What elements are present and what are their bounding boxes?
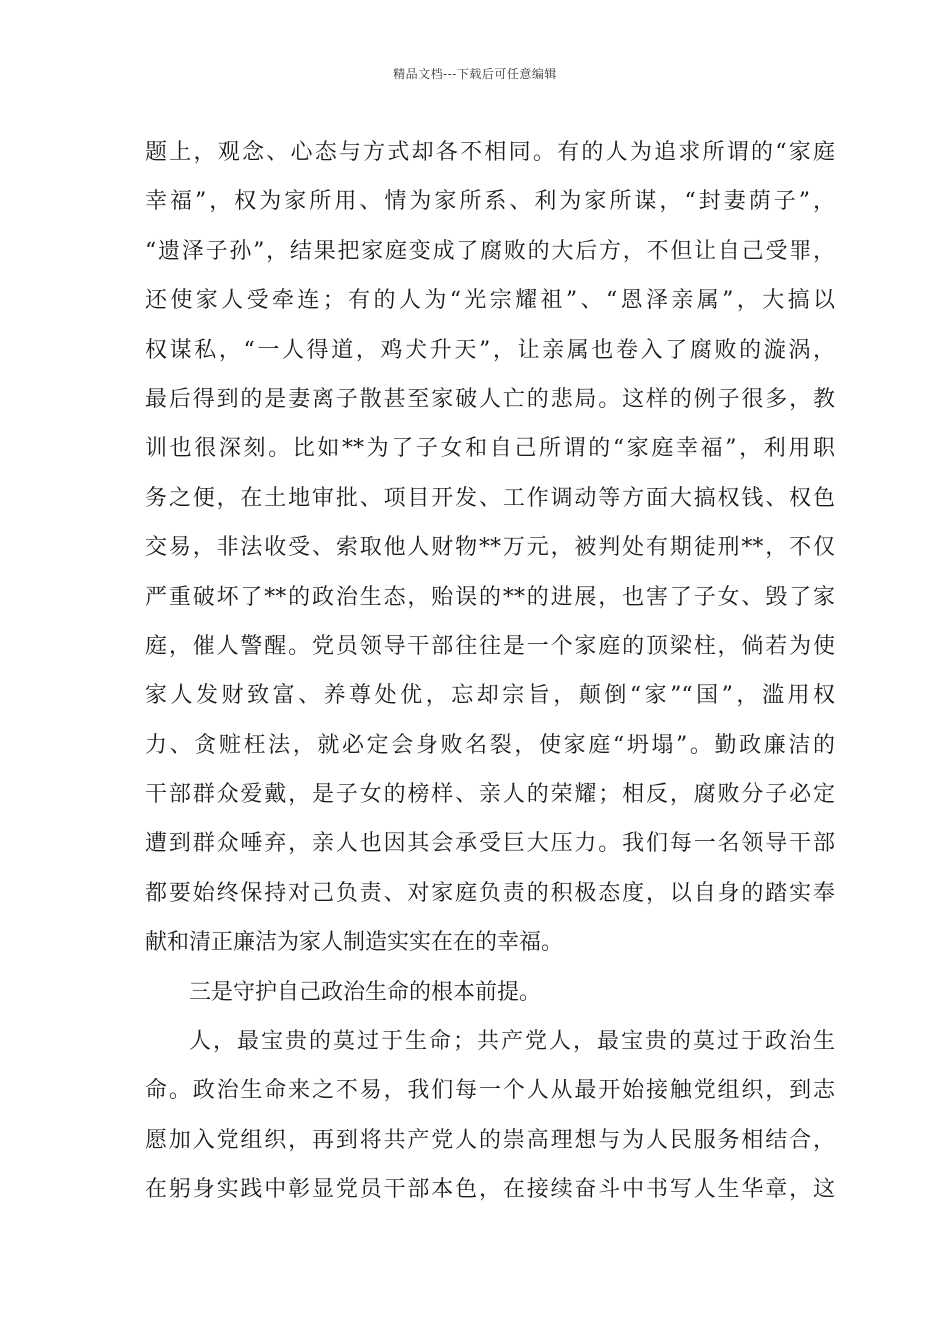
text-line: 遭到群众唾弃，亲人也因其会承受巨大压力。我们每一名领导干部 bbox=[145, 831, 835, 857]
text-line: 题上，观念、心态与方式却各不相同。有的人为追求所谓的“家庭 bbox=[145, 140, 835, 165]
text-line: 还使家人受牵连；有的人为“光宗耀祖”、“恩泽亲属”，大搞以 bbox=[145, 288, 835, 314]
text-line: 交易，非法收受、索取他人财物**万元，被判处有期徒刑**，不仅 bbox=[145, 535, 835, 561]
text-line: 务之便，在土地审批、项目开发、工作调动等方面大搞权钱、权色 bbox=[145, 485, 835, 511]
text-line: 命。政治生命来之不易，我们每一个人从最开始接触党组织，到志 bbox=[145, 1078, 835, 1104]
text-line: 献和清正廉洁为家人制造实实在在的幸福。 bbox=[145, 930, 564, 956]
page-header: 精品文档---下载后可任意编辑 bbox=[393, 67, 557, 81]
text-line: 愿加入党组织，再到将共产党人的崇高理想与为人民服务相结合， bbox=[145, 1127, 835, 1153]
text-line: 家人发财致富、养尊处优，忘却宗旨，颠倒“家”“国”，滥用权 bbox=[145, 683, 835, 709]
text-line: 训也很深刻。比如**为了子女和自己所谓的“家庭幸福”，利用职 bbox=[145, 436, 835, 462]
text-line: 庭，催人警醒。党员领导干部往往是一个家庭的顶梁柱，倘若为使 bbox=[145, 633, 835, 659]
text-line: 权谋私，“一人得道，鸡犬升天”，让亲属也卷入了腐败的漩涡， bbox=[145, 337, 835, 363]
text-line: 人，最宝贵的莫过于生命；共产党人，最宝贵的莫过于政治生 bbox=[189, 1029, 835, 1055]
text-line: 严重破坏了**的政治生态，贻误的**的进展，也害了子女、毁了家 bbox=[145, 584, 835, 610]
text-line: “遗泽子孙”，结果把家庭变成了腐败的大后方，不但让自己受罪， bbox=[145, 238, 835, 264]
text-line: 力、贪赃枉法，就必定会身败名裂，使家庭“坍塌”。勤政廉洁的 bbox=[145, 732, 835, 758]
text-line: 幸福”，权为家所用、情为家所系、利为家所谋，“封妻荫子”， bbox=[145, 189, 835, 215]
document-body bbox=[145, 128, 835, 1215]
text-line: 在躬身实践中彰显党员干部本色，在接续奋斗中书写人生华章，这 bbox=[145, 1177, 835, 1203]
text-line: 最后得到的是妻离子散甚至家破人亡的悲局。这样的例子很多，教 bbox=[145, 386, 835, 412]
text-line: 都要始终保持对己负责、对家庭负责的积极态度，以自身的踏实奉 bbox=[145, 880, 835, 906]
text-line: 三是守护自己政治生命的根本前提。 bbox=[189, 979, 542, 1005]
text-line: 干部群众爱戴，是子女的榜样、亲人的荣耀；相反，腐败分子必定 bbox=[145, 782, 835, 808]
